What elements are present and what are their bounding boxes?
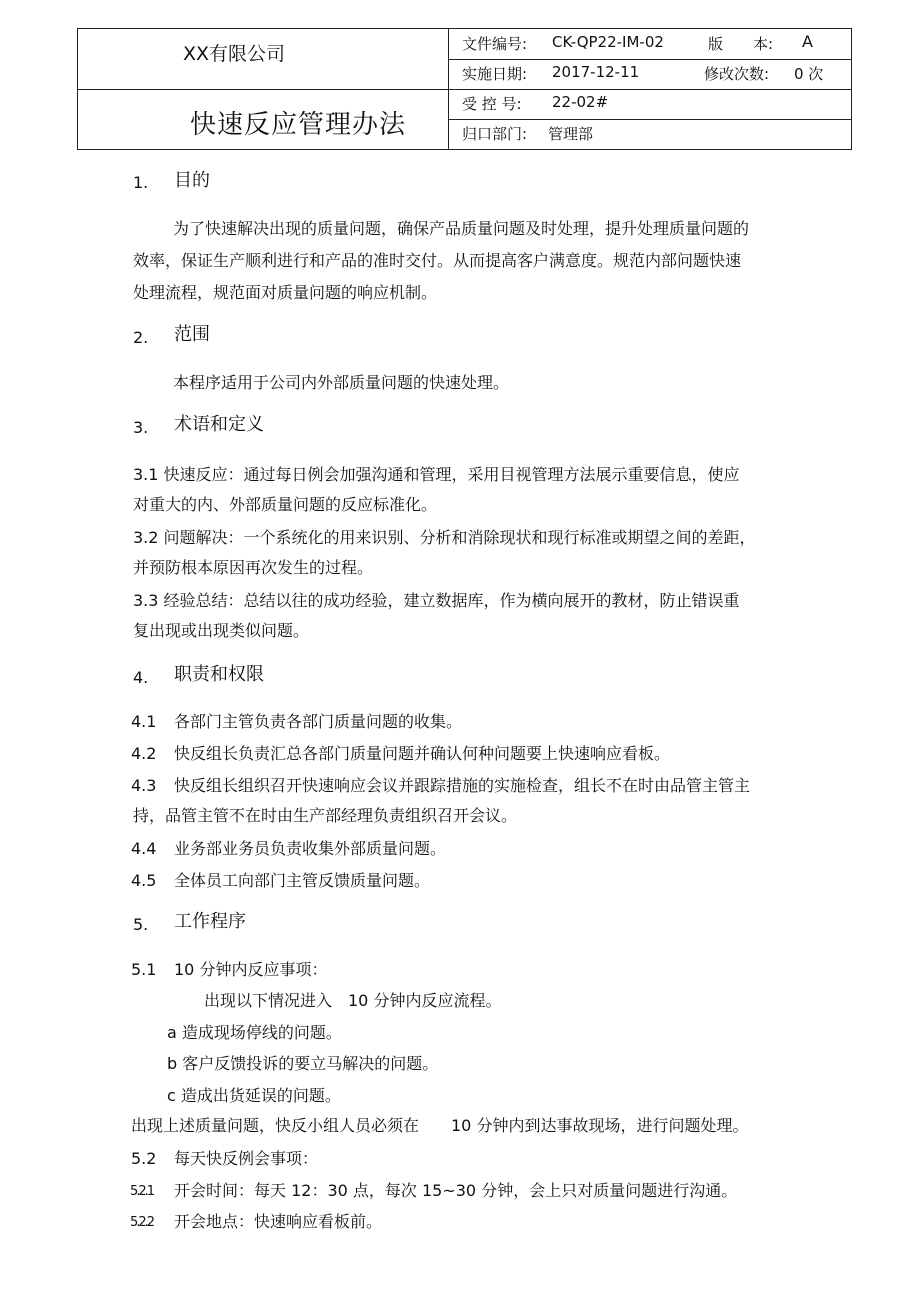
section-5-item: 10 分钟内反应事项： bbox=[174, 960, 328, 979]
section-4-item-number: 4.3 bbox=[131, 776, 157, 795]
header-divider bbox=[449, 59, 851, 60]
header-divider bbox=[78, 89, 449, 90]
revisions-label: 修改次数: bbox=[704, 65, 770, 83]
section-5-subitem-number: 5.2.1 bbox=[130, 1184, 154, 1199]
header-divider bbox=[449, 119, 851, 120]
section-5-line: 出现上述质量问题，快反小组人员必须在 10 分钟内到达事故现场，进行问题处理。 bbox=[131, 1116, 749, 1135]
section-3-line: 对重大的内、外部质量问题的反应标准化。 bbox=[133, 495, 438, 514]
section-1-number: 1. bbox=[133, 173, 149, 192]
section-4-item-number: 4.4 bbox=[131, 839, 157, 858]
control-value: 22-02# bbox=[552, 93, 609, 111]
section-2-number: 2. bbox=[133, 328, 149, 347]
section-3-number: 3. bbox=[133, 418, 149, 437]
section-4-item-number: 4.2 bbox=[131, 744, 157, 763]
section-4-item: 持，品管主管不在时由生产部经理负责组织召开会议。 bbox=[133, 806, 518, 825]
section-5-item-number: 5.2 bbox=[131, 1149, 157, 1168]
section-3-line: 复出现或出现类似问题。 bbox=[133, 621, 310, 640]
section-3-line: 并预防根本原因再次发生的过程。 bbox=[133, 558, 374, 577]
version-value: A bbox=[802, 32, 813, 51]
section-3-title: 术语和定义 bbox=[174, 414, 264, 435]
section-5-subitem-number: 5.2.2 bbox=[130, 1215, 154, 1230]
date-value: 2017-12-11 bbox=[552, 63, 640, 81]
date-label: 实施日期: bbox=[462, 65, 528, 83]
section-4-item: 快反组长组织召开快速响应会议并跟踪措施的实施检查，组长不在时由品管主管主 bbox=[174, 776, 751, 795]
section-4-item: 全体员工向部门主管反馈质量问题。 bbox=[174, 871, 431, 890]
section-5-line: 出现以下情况进入 10 分钟内反应流程。 bbox=[204, 991, 502, 1010]
section-1-line: 为了快速解决出现的质量问题，确保产品质量问题及时处理，提升处理质量问题的 bbox=[173, 219, 750, 238]
section-2-title: 范围 bbox=[174, 324, 210, 345]
section-5-list-item: b 客户反馈投诉的要立马解决的问题。 bbox=[167, 1054, 439, 1073]
section-5-item: 每天快反例会事项： bbox=[174, 1149, 319, 1168]
section-1-line: 效率，保证生产顺利进行和产品的准时交付。从而提高客户满意度。规范内部问题快速 bbox=[133, 251, 742, 270]
dept-label: 归口部门: bbox=[462, 125, 528, 143]
doc-no-value: CK-QP22-IM-02 bbox=[552, 33, 664, 51]
doc-no-label: 文件编号: bbox=[462, 35, 528, 53]
section-5-number: 5. bbox=[133, 915, 149, 934]
section-3-line: 3.3 经验总结：总结以往的成功经验，建立数据库，作为横向展开的教材，防止错误重 bbox=[133, 591, 740, 610]
section-5-title: 工作程序 bbox=[174, 911, 246, 932]
section-1-title: 目的 bbox=[174, 170, 210, 191]
document-title: 快速反应管理办法 bbox=[190, 110, 407, 140]
section-3-line: 3.1 快速反应：通过每日例会加强沟通和管理，采用目视管理方法展示重要信息，使应 bbox=[133, 465, 740, 484]
header-table bbox=[77, 28, 852, 150]
revisions-value: 0 次 bbox=[794, 65, 824, 83]
section-4-title: 职责和权限 bbox=[174, 664, 264, 685]
section-5-subitem: 开会地点：快速响应看板前。 bbox=[174, 1212, 383, 1231]
control-label: 受 控 号: bbox=[462, 95, 522, 113]
section-2-line: 本程序适用于公司内外部质量问题的快速处理。 bbox=[173, 373, 510, 392]
version-label: 版 本: bbox=[708, 35, 774, 53]
section-4-item: 业务部业务员负责收集外部质量问题。 bbox=[174, 839, 447, 858]
section-4-item-number: 4.5 bbox=[131, 871, 157, 890]
section-5-subitem: 开会时间：每天 12：30 点，每次 15~30 分钟，会上只对质量问题进行沟通。 bbox=[174, 1181, 738, 1200]
section-4-item: 快反组长负责汇总各部门质量问题并确认何种问题要上快速响应看板。 bbox=[174, 744, 671, 763]
section-5-item-number: 5.1 bbox=[131, 960, 157, 979]
section-5-list-item: a 造成现场停线的问题。 bbox=[167, 1023, 342, 1042]
section-4-number: 4. bbox=[133, 668, 149, 687]
section-1-line: 处理流程，规范面对质量问题的响应机制。 bbox=[133, 283, 438, 302]
header-divider bbox=[449, 89, 851, 90]
section-5-list-item: c 造成出货延误的问题。 bbox=[167, 1086, 341, 1105]
section-4-item-number: 4.1 bbox=[131, 712, 157, 731]
section-3-line: 3.2 问题解决：一个系统化的用来识别、分析和消除现状和现行标准或期望之间的差距， bbox=[133, 528, 756, 547]
section-4-item: 各部门主管负责各部门质量问题的收集。 bbox=[174, 712, 463, 731]
company-name: XX有限公司 bbox=[183, 43, 286, 65]
dept-value: 管理部 bbox=[548, 125, 594, 143]
